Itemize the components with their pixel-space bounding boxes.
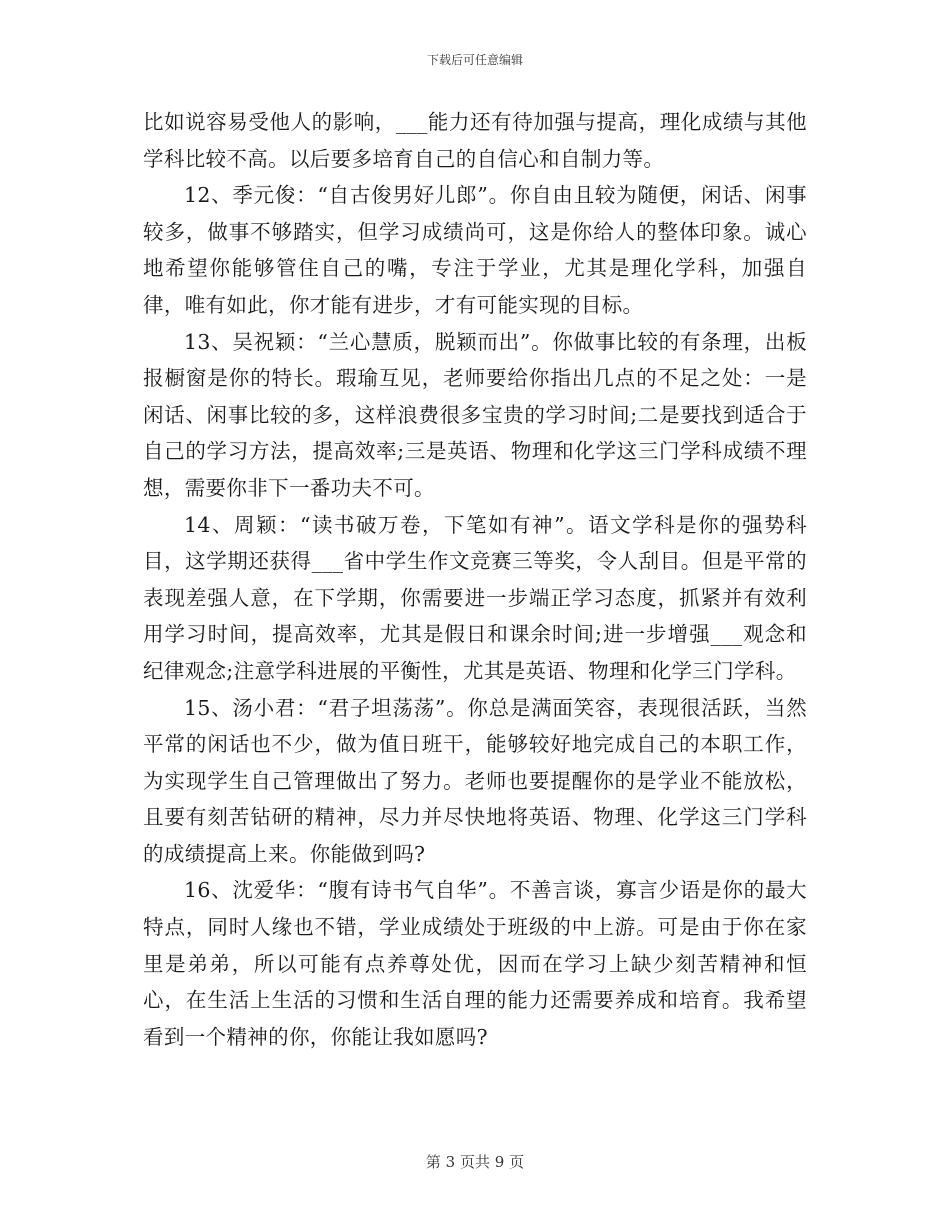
page-header-note: 下载后可任意编辑	[426, 53, 523, 67]
paragraph-comment-14: 14、周颖：“读书破万卷，下笔如有神”。语文学科是你的强势科目，这学期还获得___省中学生作文竞赛三等奖，令人刮目。但是平常的表现差强人意，在下学期，你需要进一步端正学习态度，抓紧并有效利用学习时间，提高效率，尤其是假日和课余时间;进一步增强___观念和纪律观念;注意学科进展的平衡性，尤其是英语、物理和化学三门学科。	[143, 512, 807, 683]
document-body	[143, 104, 807, 1055]
paragraph-comment-15: 15、汤小君：“君子坦荡荡”。你总是满面笑容，表现很活跃，当然平常的闲话也不少，做为值日班干，能够较好地完成自己的本职工作，为实现学生自己管理做出了努力。老师也要提醒你的是学业不能放松，且要有刻苦钻研的精神，尽力并尽快地将英语、物理、化学这三门学科的成绩提高上来。你能做到吗?	[143, 695, 807, 866]
page-footer-number: 第 3 页共 9 页	[425, 1153, 525, 1171]
paragraph-comment-16: 16、沈爱华：“腹有诗书气自华”。不善言谈，寡言少语是你的最大特点，同时人缘也不错，学业成绩处于班级的中上游。可是由于你在家里是弟弟，所以可能有点养尊处优，因而在学习上缺少刻苦精神和恒心，在生活上生活的习惯和生活自理的能力还需要养成和培育。我希望看到一个精神的你，你能让我如愿吗?	[143, 878, 807, 1049]
paragraph-continuation: 比如说容易受他人的影响，___能力还有待加强与提高，理化成绩与其他学科比较不高。以后要多培育自己的自信心和自制力等。	[143, 110, 807, 171]
paragraph-comment-12: 12、季元俊：“自古俊男好儿郎”。你自由且较为随便，闲话、闲事较多，做事不够踏实，但学习成绩尚可，这是你给人的整体印象。诚心地希望你能够管住自己的嘴，专注于学业，尤其是理化学科，加强自律，唯有如此，你才能有进步，才有可能实现的目标。	[143, 183, 807, 317]
paragraph-comment-13: 13、吴祝颖：“兰心慧质，脱颖而出”。你做事比较的有条理，出板报橱窗是你的特长。瑕瑜互见，老师要给你指出几点的不足之处：一是闲话、闲事比较的多，这样浪费很多宝贵的学习时间;二是要找到适合于自己的学习方法，提高效率;三是英语、物理和化学这三门学科成绩不理想，需要你非下一番功夫不可。	[143, 329, 807, 500]
